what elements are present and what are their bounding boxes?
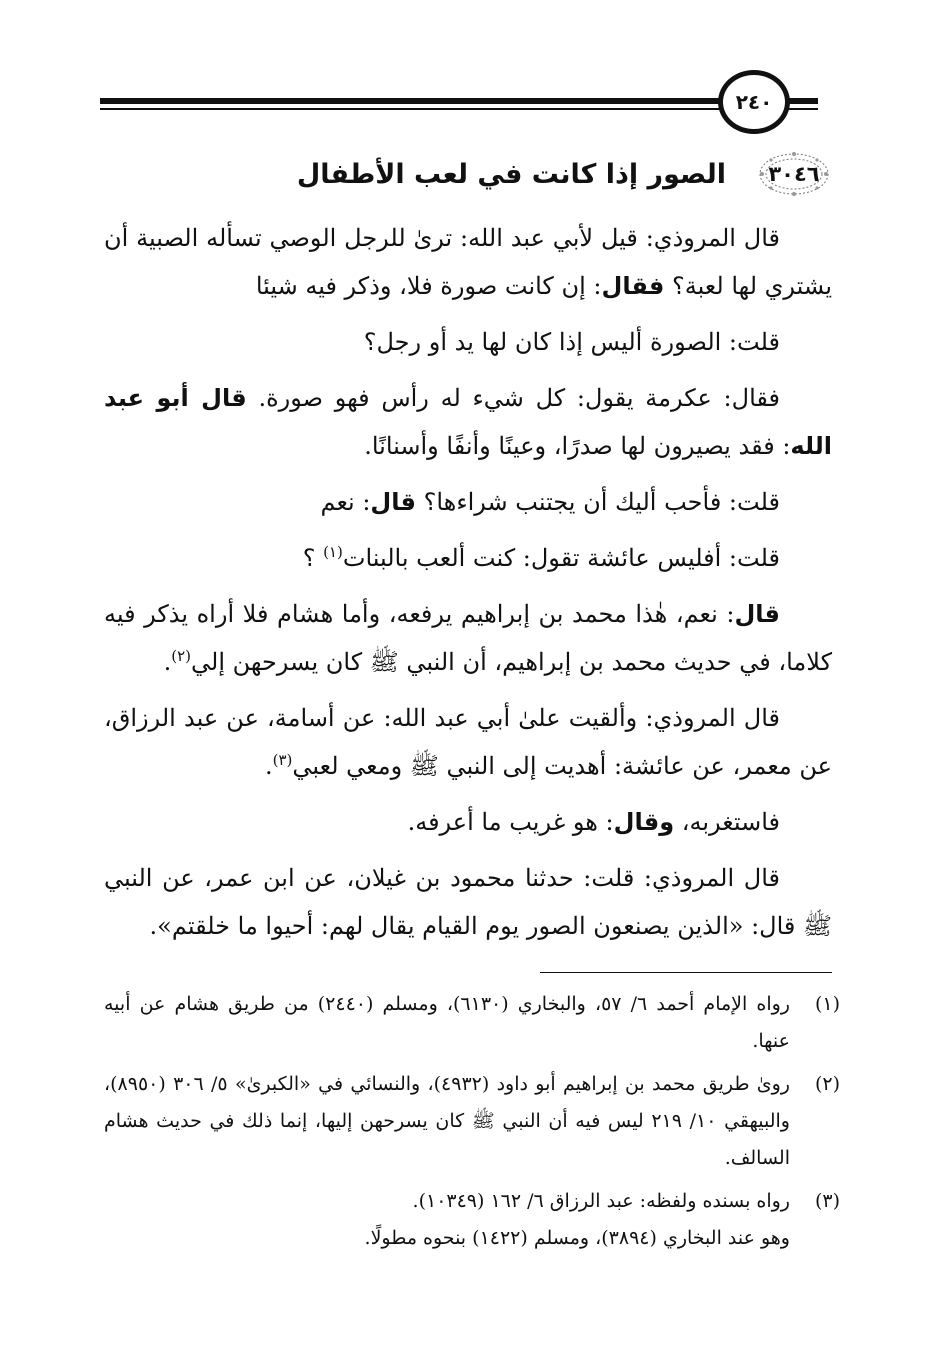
header-rule-thin-tail [788,108,818,110]
text-run: : فقد يصيرون لها صدرًا، وعينًا وأنفًا وأسنانًا. [364,432,791,460]
footnote-ref: (٣) [272,751,293,769]
header-rule-thin [100,108,722,110]
footnote-text [104,986,790,1060]
text-run: قال المروذي: قلت: حدثنا محمود بن غيلان، عن ابن عمر، عن النبي ﷺ قال: «الذين يصنعون الصور يوم القيام يقال لهم: أحيوا ما خلقتم». [104,864,832,940]
text-run: قلت: الصورة أليس إذا كان لها يد أو رجل؟ [363,328,780,356]
footnote [104,1183,840,1257]
footnote-separator [540,972,832,973]
text-run: قلت: فأحب أليك أن يجتنب شراءها؟ [415,488,780,516]
page-number-frame [718,70,790,134]
paragraph [104,214,832,310]
section-number: ٣٠٤٦ [768,162,820,186]
footnote-number: (١) [814,993,840,1015]
section-title: الصور إذا كانت في لعب الأطفال [296,158,726,190]
header-rule-thick [100,98,722,104]
text-run: فاستغربه، [674,808,780,836]
text-run: قال المروذي: وألقيت علىٰ أبي عبد الله: عن أسامة، عن عبد الرزاق، عن معمر، عن عائشة: أهديت إلى النبي ﷺ ومعي لعبي [104,704,832,780]
paragraph [104,478,832,526]
bold-keyword: فقال [601,272,665,300]
text-run: قلت: أفليس عائشة تقول: كنت ألعب بالبنات [342,544,780,572]
paragraph [104,694,832,790]
bold-keyword: قال [734,600,780,628]
footnote [104,1066,840,1177]
footnote-body: رویٰ طريق محمد بن إبراهيم أبو داود (٤٩٣٢)، والنسائي في «الكبرىٰ» ٥/ ٣٠٦ (٨٩٥٠)، والبيهقي ١٠/ ٢١٩ ليس فيه أن النبي ﷺ كان يسرحهن إليها، إنما ذلك في حديث هشام السالف. [104,1073,790,1169]
text-run: : نعم [320,488,371,516]
footnote-number: (٢) [814,1073,840,1095]
section-heading [150,152,830,196]
bold-keyword: قال أبو عبد الله [104,384,832,460]
footnote-number: (٣) [814,1190,840,1212]
text-run: ؟ [302,544,324,572]
footnote [104,986,840,1060]
paragraph [104,534,832,582]
text-run: : هو غريب ما أعرفه. [407,808,614,836]
footnote-body: رواه الإمام أحمد ٦/ ٥٧، والبخاري (٦١٣٠)، ومسلم (٢٤٤٠) من طريق هشام عن أبيه عنها. [104,993,790,1052]
text-run: قال المروذي: قيل لأبي عبد الله: ترىٰ للرجل الوصي تسأله الصبية أن يشتري لها لعبة؟ [104,224,832,300]
paragraph [104,590,832,686]
paragraph [104,374,832,470]
body-text [104,214,832,950]
footnote-continuation: وهو عند البخاري (٣٨٩٤)، ومسلم (١٤٢٢) بنحوه مطولًا. [364,1227,790,1249]
footnote-ref: (١) [323,543,343,561]
text-run: : إن كانت صورة فلا، وذكر فيه شيئا [255,272,602,300]
text-run: : نعم، هٰذا محمد بن إبراهيم يرفعه، وأما هشام فلا أراه يذكر فيه كلاما، في حديث محمد بن إبراهيم، أن النبي ﷺ كان يسرحهن إلي [104,600,832,676]
bold-keyword: وقال [613,808,675,836]
text-run: . [264,752,273,780]
header-rule-thick-tail [788,98,818,104]
footnotes [104,986,840,1263]
paragraph [104,798,832,846]
page-number: ٢٤٠ [735,90,773,114]
footnote-ref: (٢) [171,647,192,665]
footnote-text [104,1183,790,1257]
bold-keyword: قال [370,488,416,516]
text-run: فقال: عكرمة يقول: كل شيء له رأس فهو صورة. [246,384,780,412]
paragraph [104,854,832,950]
footnote-text [104,1066,790,1177]
text-run: . [163,648,172,676]
paragraph [104,318,832,366]
footnote-body: رواه بسنده ولفظه: عبد الرزاق ٦/ ١٦٢ (١٠٣٤٩). [412,1190,790,1212]
section-medallion [758,152,830,196]
